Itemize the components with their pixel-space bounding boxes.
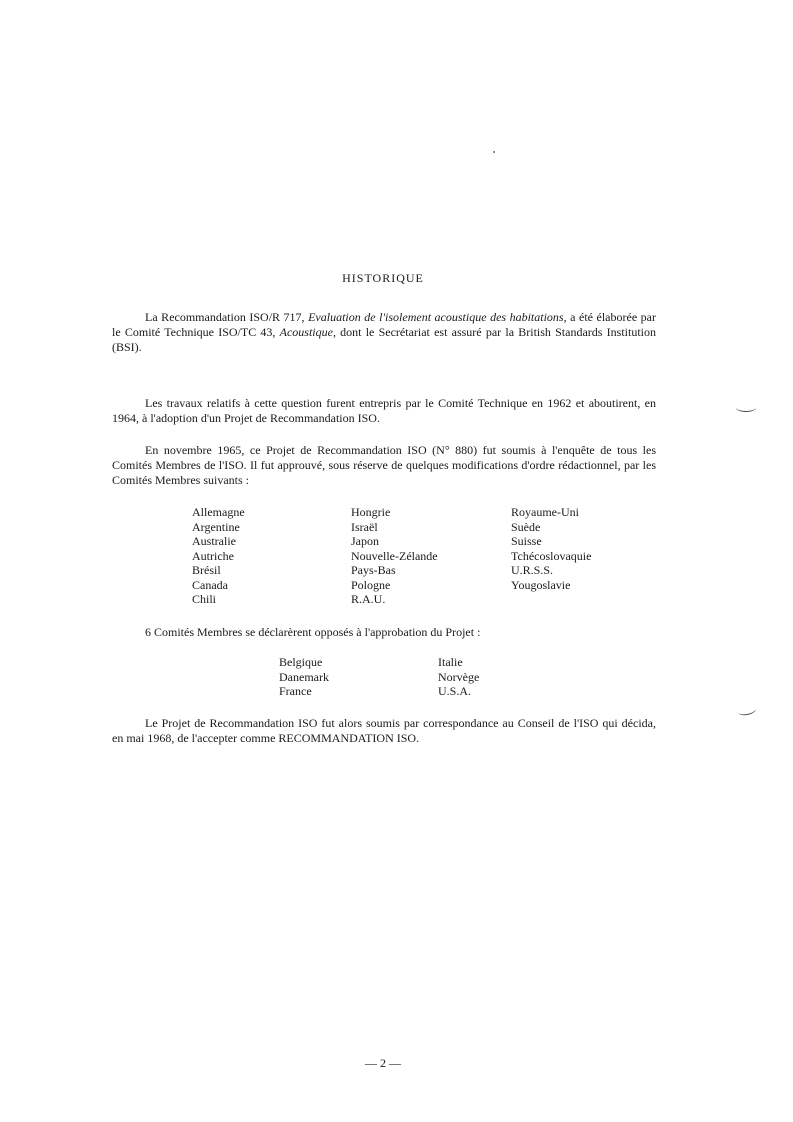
- paragraph-4: [112, 625, 656, 640]
- list-item: Belgique: [279, 655, 323, 669]
- approving-members-col2: [351, 505, 438, 607]
- paragraph-1-title: Evaluation de l'isolement acoustique des habitations,: [308, 310, 567, 324]
- page-number: — 2 —: [365, 1056, 401, 1070]
- paragraph-1-text-e: dont le Secrétariat est assuré par la British Standards Institution (BSI).: [112, 325, 656, 354]
- list-item: Pologne: [351, 577, 391, 592]
- list-item: Allemagne: [192, 505, 245, 519]
- paragraph-1-text-a: La Recommandation ISO/R 717,: [145, 310, 309, 324]
- list-item: France: [279, 684, 312, 698]
- opposing-members-col1: [279, 655, 329, 699]
- page-title: HISTORIQUE: [342, 271, 424, 285]
- list-item: U.S.A.: [438, 684, 472, 698]
- list-item: Suisse: [511, 534, 542, 548]
- margin-mark: [736, 403, 756, 412]
- paragraph-2: [112, 396, 656, 426]
- list-item: Australie: [192, 534, 236, 548]
- list-item: Hongrie: [351, 505, 391, 519]
- approving-members-col1: [192, 505, 245, 607]
- list-item: Danemark: [279, 669, 329, 684]
- list-item: Chili: [192, 592, 217, 606]
- list-item: U.R.S.S.: [511, 563, 554, 577]
- paragraph-3-text: En novembre 1965, ce Projet de Recommandation ISO (N° 880) fut soumis à l'enquête de tous les Comités Membres de l'ISO. Il fut approuvé, sous réserve de quelques modifications d'ordre rédactionnel, par les Comités Membres suivants :: [112, 443, 656, 487]
- paragraph-4-text: 6 Comités Membres se déclarèrent opposés à l'approbation du Projet :: [145, 625, 481, 639]
- list-item: Canada: [192, 577, 228, 592]
- list-item: Autriche: [192, 548, 234, 563]
- list-item: Royaume-Uni: [511, 505, 579, 519]
- margin-mark: [737, 704, 756, 717]
- paragraph-1-committee-name: Acoustique,: [279, 325, 336, 339]
- list-item: Israël: [351, 519, 378, 534]
- paragraph-1-text-c: a été élaborée par le Comité Technique ISO/TC 43,: [112, 310, 656, 339]
- list-item: Suède: [511, 519, 541, 534]
- list-item: Nouvelle-Zélande: [351, 548, 438, 563]
- paragraph-5: [112, 716, 656, 746]
- paragraph-3: [112, 443, 656, 488]
- list-item: R.A.U.: [351, 592, 386, 606]
- opposing-members-col2: [438, 655, 479, 699]
- list-item: Argentine: [192, 519, 240, 534]
- paragraph-2-text: Les travaux relatifs à cette question furent entrepris par le Comité Technique en 1962 et aboutirent, en 1964, à l'adoption d'un Projet de Recommandation ISO.: [112, 396, 656, 425]
- list-item: Norvège: [438, 669, 480, 684]
- list-item: Japon: [351, 534, 379, 548]
- list-item: Pays-Bas: [351, 563, 396, 577]
- list-item: Tchécoslovaquie: [511, 548, 592, 563]
- paragraph-1: [112, 310, 656, 355]
- scan-speck: [493, 151, 495, 153]
- approving-members-col3: [511, 505, 591, 592]
- list-item: Yougoslavie: [511, 577, 571, 592]
- list-item: Brésil: [192, 563, 221, 577]
- list-item: Italie: [438, 655, 463, 669]
- paragraph-5-text: Le Projet de Recommandation ISO fut alors soumis par correspondance au Conseil de l'ISO qui décida, en mai 1968, de l'accepter comme RECOMMANDATION ISO.: [112, 716, 656, 745]
